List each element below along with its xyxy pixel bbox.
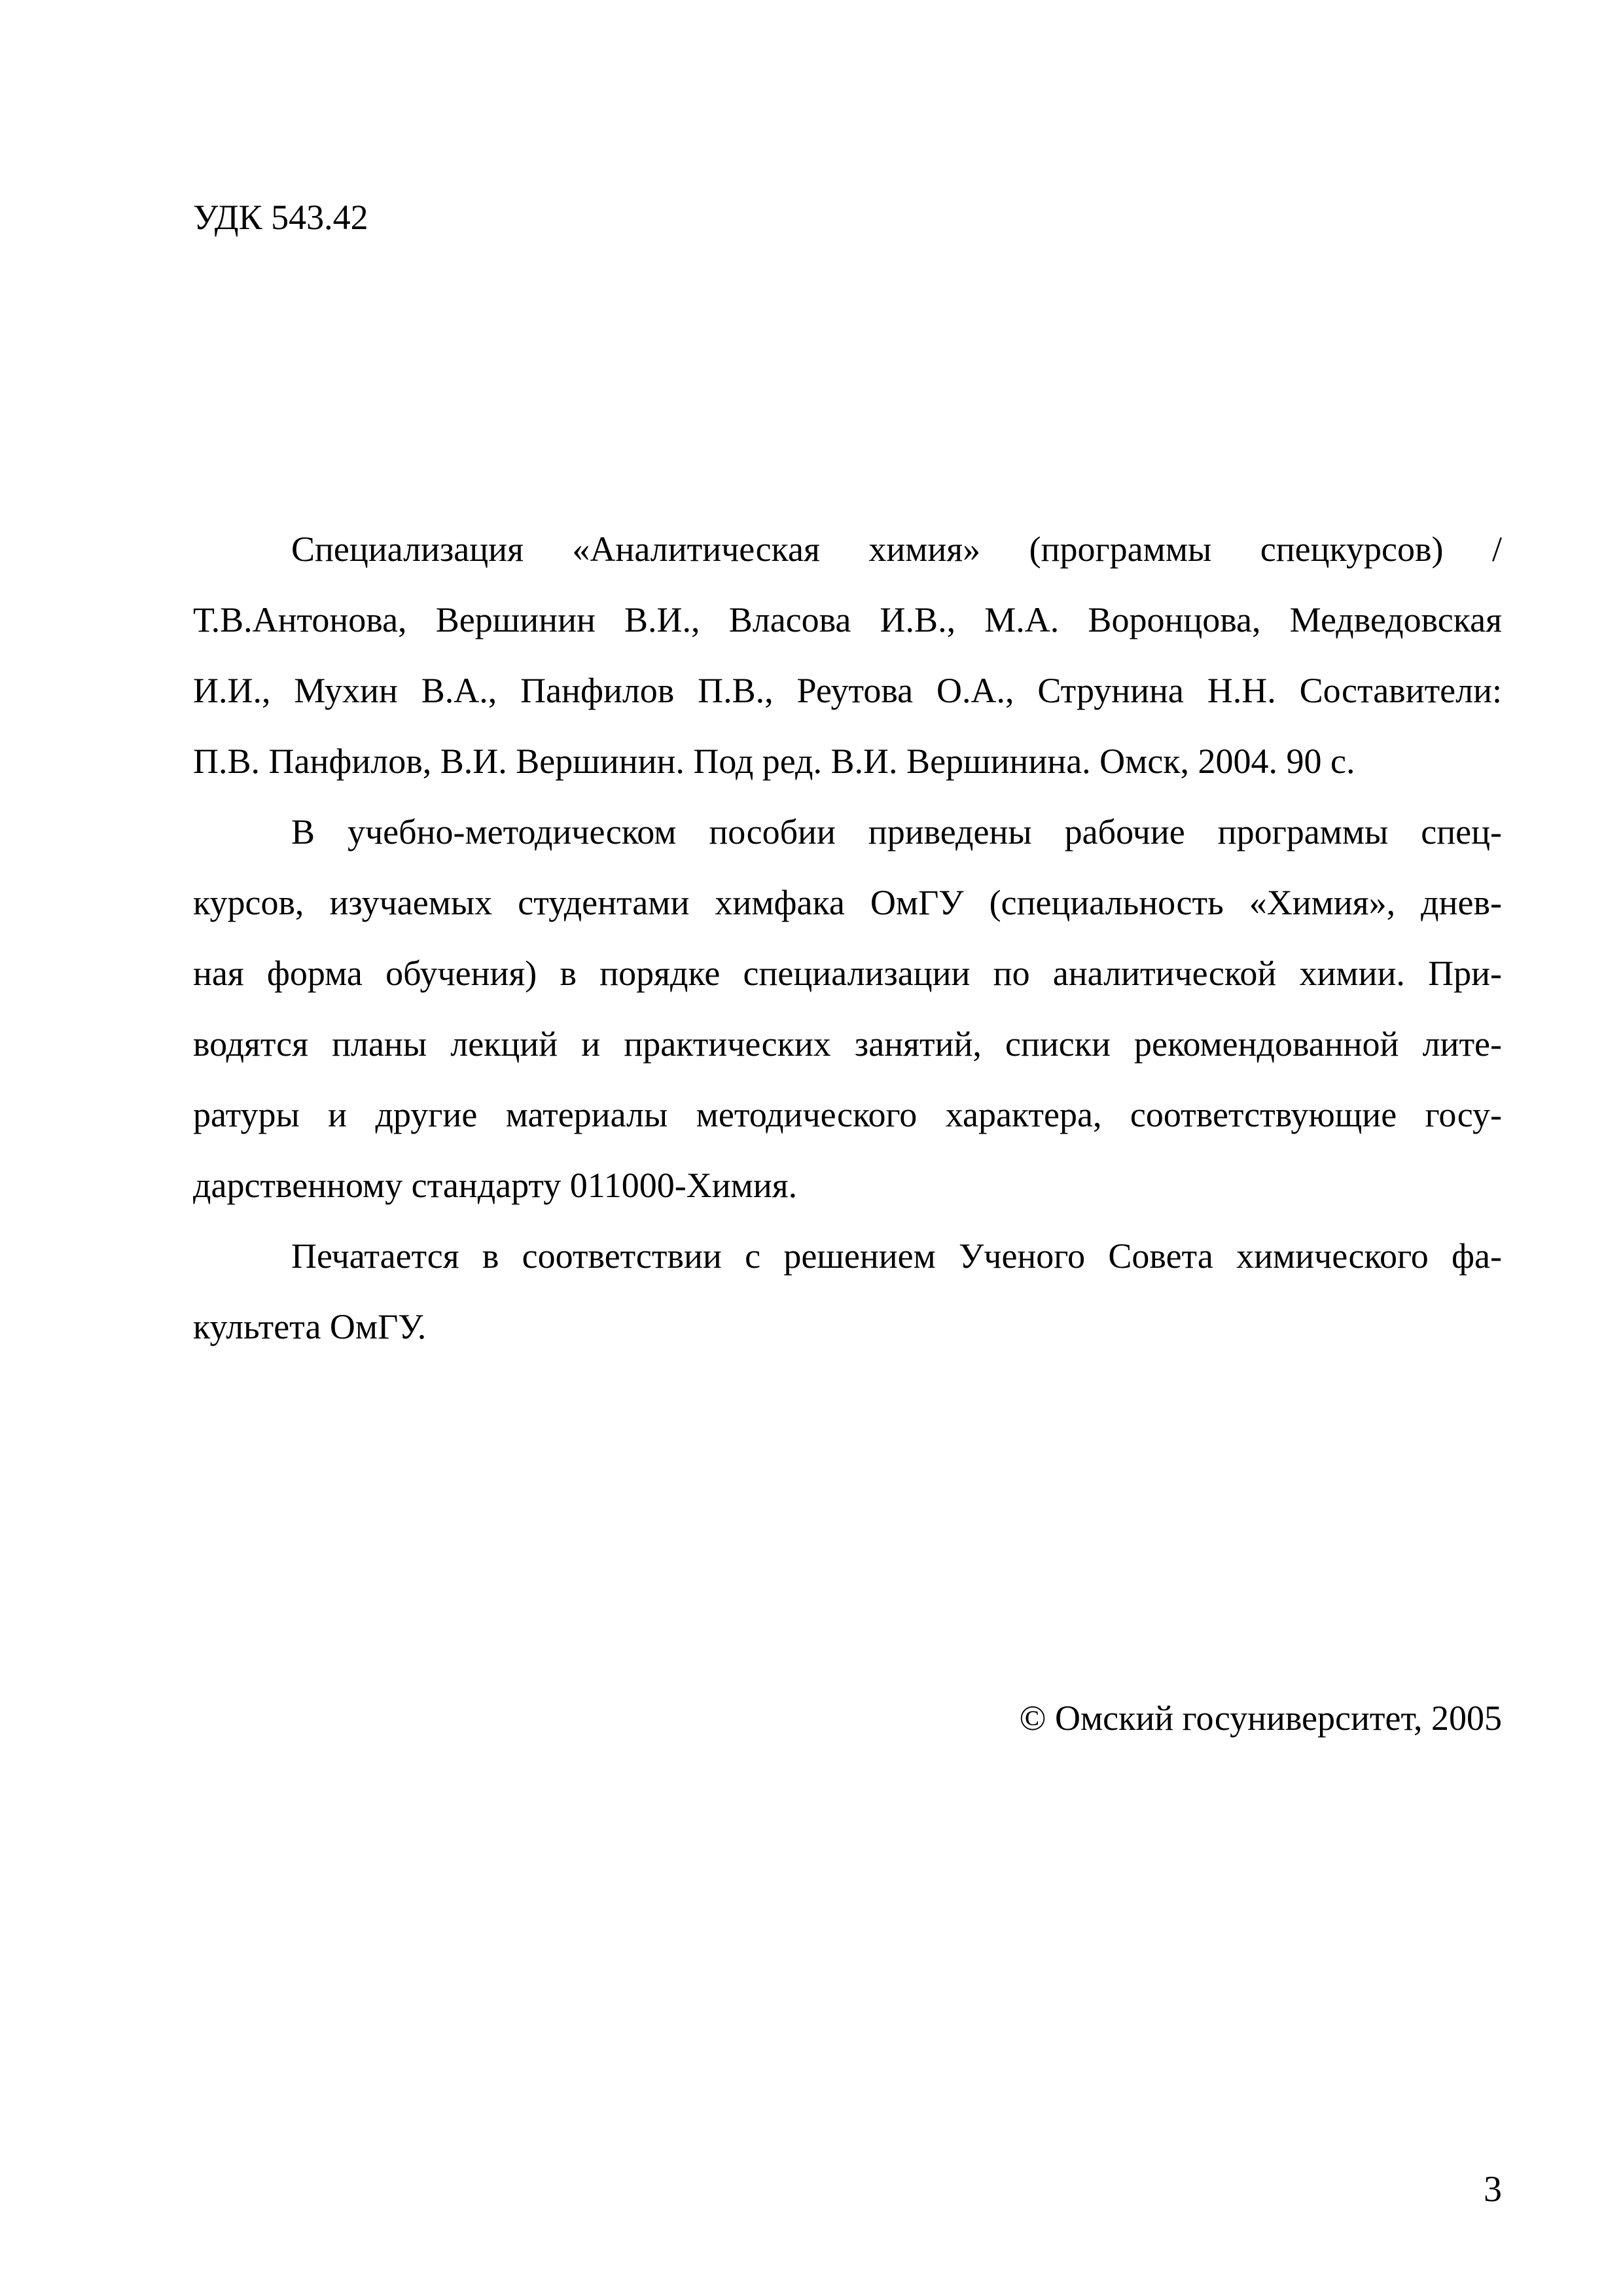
bibliographic-paragraph bbox=[193, 514, 1502, 797]
text-line: Специализация «Аналитическая химия» (программы спецкурсов) / bbox=[291, 529, 1502, 569]
text-line: дарственному стандарту 011000-Химия. bbox=[193, 1166, 798, 1205]
approval-paragraph bbox=[193, 1221, 1502, 1362]
text-line: П.В. Панфилов, В.И. Вершинин. Под ред. В.И. Вершинина. Омск, 2004. 90 с. bbox=[193, 742, 1355, 781]
description-paragraph bbox=[193, 797, 1502, 1221]
text-line: ная форма обучения) в порядке специализации по аналитической химии. При- bbox=[193, 954, 1502, 993]
text-line: водятся планы лекций и практических занятий, списки рекомендованной лите- bbox=[193, 1024, 1502, 1064]
text-line: В учебно-методическом пособии приведены рабочие программы спец- bbox=[291, 812, 1502, 852]
text-line: курсов, изучаемых студентами химфака ОмГУ (специальность «Химия», днев- bbox=[193, 883, 1502, 922]
text-line: Т.В.Антонова, Вершинин В.И., Власова И.В., М.А. Воронцова, Медведовская bbox=[193, 600, 1502, 639]
page-number: 3 bbox=[1484, 2169, 1502, 2210]
text-line: Печатается в соответствии с решением Ученого Совета химического фа- bbox=[291, 1236, 1502, 1276]
annotation-text bbox=[193, 514, 1502, 1362]
text-line: И.И., Мухин В.А., Панфилов П.В., Реутова О.А., Струнина Н.Н. Составители: bbox=[193, 671, 1502, 710]
udk-code: УДК 543.42 bbox=[193, 198, 368, 237]
text-line: ратуры и другие материалы методического характера, соответствующие госу- bbox=[193, 1095, 1502, 1134]
copyright-notice: © Омский госуниверситет, 2005 bbox=[1019, 1698, 1502, 1738]
text-line: культета ОмГУ. bbox=[193, 1307, 427, 1346]
